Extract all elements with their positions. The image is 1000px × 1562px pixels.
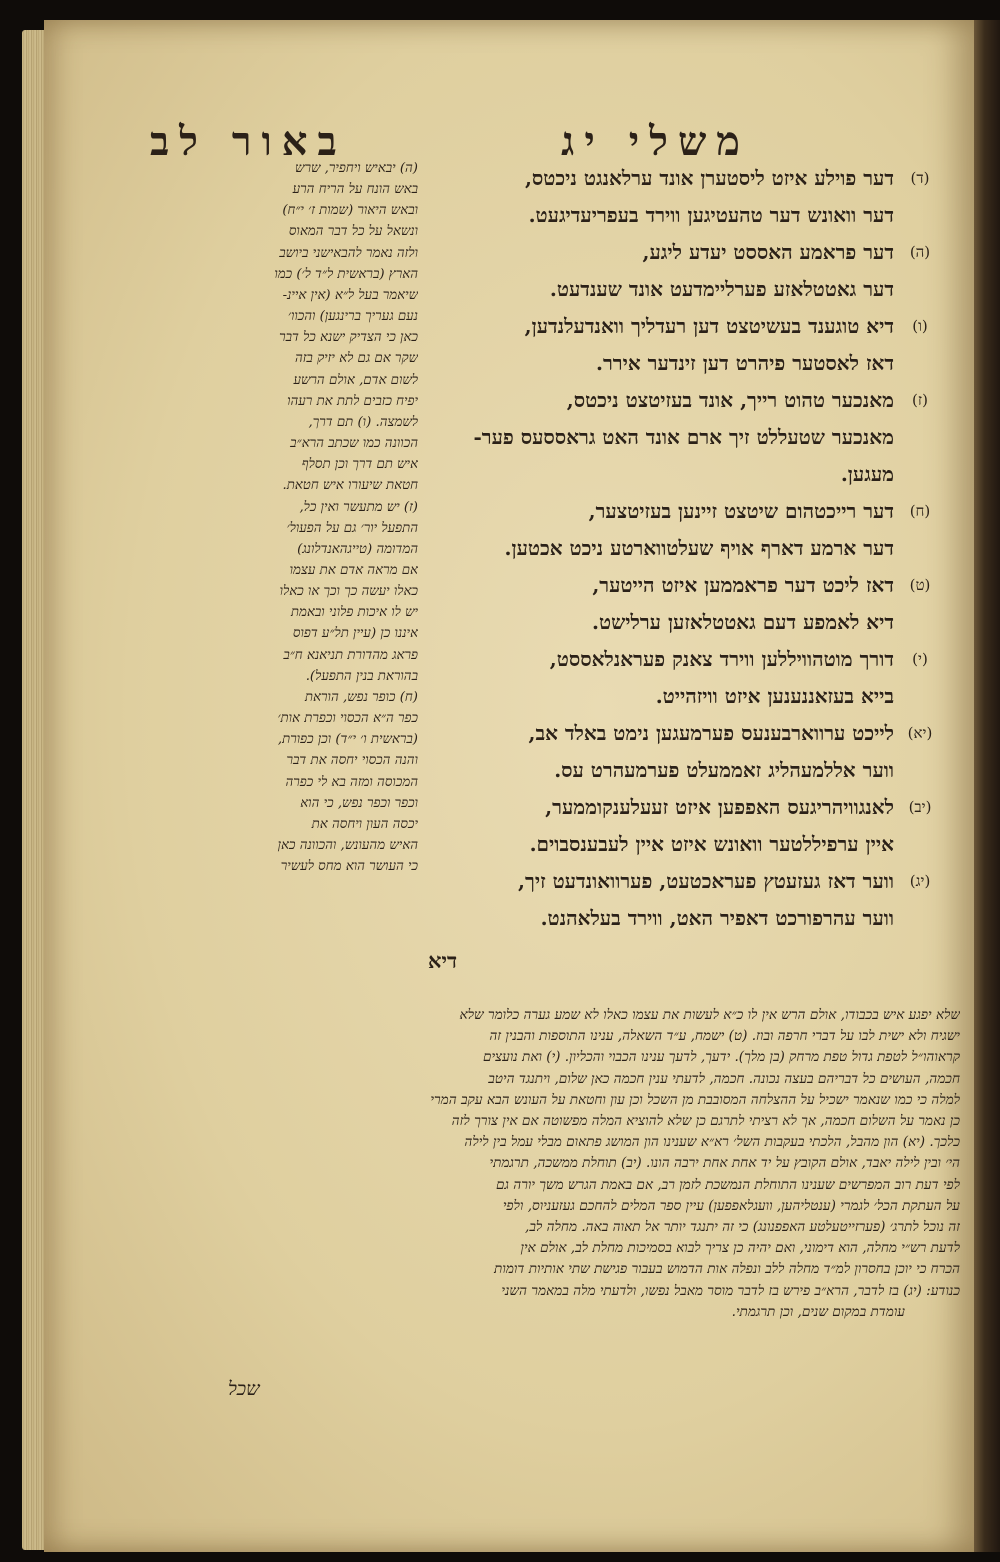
- commentary-line: ובאש היאור (שמות ז׳ י״ח): [282, 203, 418, 219]
- verse-line: [420, 678, 940, 715]
- verse-line: [420, 197, 940, 234]
- commentary-line: (ה) יבאיש ויחפיר, שרש: [295, 161, 418, 176]
- verse-text: דער פוילע איזט ליסטערן אונד ערלאנגט ניכטס,: [524, 166, 894, 190]
- verse-line: [420, 641, 940, 678]
- verse-line: [420, 863, 940, 900]
- verse-line: [420, 271, 940, 308]
- verse-line: [420, 604, 940, 641]
- verse-text: דער רייכטהום שיטצט זיינען בעזיטצער,: [588, 499, 894, 523]
- commentary-line: יש לו איכות פלוני ובאמת: [290, 605, 418, 621]
- verse-line: [420, 826, 940, 863]
- commentary-line: המדומה (טייגהאנדלונג): [297, 541, 418, 557]
- verse-text: ווער דאז געזעטץ פעראכטעט, פערוואונדעט זיך,: [518, 869, 894, 893]
- commentary-line: הארץ (בראשית ל״ד ל׳) כמו: [274, 266, 418, 282]
- commentary-line: יפיח כזבים לתת את רעהו: [287, 393, 418, 409]
- verse-number: (ד): [910, 169, 930, 187]
- verse-text: ווער עהרפורכט דאפיר האט, ווירד בעלאהנט.: [540, 906, 894, 930]
- verse-text: דער וואונש דער טהעטיגען ווירד בעפריעדיגעט.: [528, 203, 894, 227]
- commentary-line: נעם געריך ברינגען) והכוו׳: [287, 309, 418, 325]
- bottom-commentary-line: חכמה, העושים כל דבריהם בעצה נכונה. חכמה, לדעתי ענין חכמה כאן שלום, ויתנגד היטב: [488, 1070, 960, 1087]
- running-head-left: באור לב: [150, 118, 347, 165]
- main-translation-column: [420, 160, 940, 937]
- bottom-commentary-line: הכרח כי יוכן בחסרון למ״ד מחלה ללב ונפלה אות הדמוש בעבור פגישת שתי אותיות דומות: [494, 1261, 960, 1278]
- verse-line: [420, 234, 940, 271]
- commentary-line: איש תם דרך וכן תסלף: [301, 457, 418, 473]
- verse-text: לייכט ערווארבענעס פערמעגען נימט באלד אב,: [528, 721, 894, 745]
- verse-text: דער פראמע האססט יעדע ליגע,: [642, 240, 894, 264]
- verse-line: [420, 160, 940, 197]
- bottom-commentary-line: ישגיח ולא ישית לבו על דברי חרפה ובוז. (ט) ישמח, ע״ד השאלה, ענינו התוספות והבנין זה: [489, 1028, 960, 1045]
- verse-line: [420, 308, 940, 345]
- bottom-commentary-line: על העתקת הכל׳ לגמרי (ענטליהען, וועגלאפפען) עיין ספר המלים להחכם געזעניוס, ולפי: [502, 1197, 960, 1214]
- bottom-commentary-line: קראוהו״ל לטפת גדול טפת מרחק (בן מלך). ידעך, לדעך ענינו הכבוי והכליון. (י) ואת נועצים: [482, 1049, 960, 1066]
- footer-catchword: שכל: [228, 1378, 260, 1400]
- bottom-commentary-line: זה נוכל לתרג׳ (פערזייטעלטע האפפנונג) כי זה יתנגד יותר אל תאוה באה. מחלה לב,: [525, 1219, 960, 1236]
- verse-text: דורך מוטהוויללען ווירד צאנק פעראנלאססט,: [549, 647, 894, 671]
- verse-text: מאנכער שטעללט זיך ארם אונד האט גראססעס פער-: [473, 425, 894, 449]
- verse-line: [420, 789, 940, 826]
- verse-text: בייא בעזאננענען איזט וויזהייט.: [655, 684, 894, 708]
- commentary-line: כי העושר הוא מחס לעשיר: [280, 859, 418, 875]
- verse-number: (ח): [909, 502, 931, 520]
- verse-text: מעגען.: [840, 462, 894, 486]
- commentary-line: התפעל יור׳ גם על הפעול׳: [286, 520, 418, 536]
- bottom-commentary-line: הי׳ ובין לילה יאבד, אולם הקובץ על יד אחת אחת ירבה הונו. (יב) תוחלת ממשכה, תרגמתי: [489, 1155, 960, 1172]
- verse-text: דיא לאמפע דעם גאטטלאזען ערלישט.: [592, 610, 894, 634]
- bottom-commentary-line: כלכך. (יא) הון מהבל, הלכתי בעקבות השל׳ רא״א שענינו הון המושג פתאום מבלי עמל בין לילה: [464, 1134, 960, 1151]
- commentary-line: באש הונח על הריח הרע: [292, 182, 418, 198]
- verse-line: [420, 493, 940, 530]
- commentary-line: ונשאל על כל דבר המאוס: [288, 224, 418, 240]
- commentary-line: בהוראת בנין התפעל).: [305, 668, 418, 684]
- commentary-line: (ז) יש מתעשר ואין כל,: [299, 499, 418, 515]
- bottom-commentary-line: כן נאמר על השלום חכמה, אך לא רציתי לתרגם כן שלא להוציא המלה מפשוטה אם אין צורך לזה: [451, 1113, 960, 1130]
- verse-text: ווער אללמעהליג זאממעלט פערמעהרט עס.: [554, 758, 894, 782]
- commentary-line: ולזה נאמר להבאישני ביושב: [279, 245, 418, 261]
- commentary-column: [190, 158, 418, 877]
- bottom-commentary-line: לדעת רש״י מחלה, הוא דימוני, ואם יהיה כן צריך לבוא בסמיכות מחלת לב, אולם אין: [520, 1240, 960, 1257]
- verse-text: דאז ליכט דער פראממען איזט הייטער,: [592, 573, 894, 597]
- verse-line: [420, 752, 940, 789]
- commentary-line: חטאת שיעורו איש חטאת.: [282, 478, 418, 494]
- verse-line: [420, 419, 940, 456]
- commentary-line: (בראשית ו׳ י״ד) וכן כפורת,: [277, 732, 418, 748]
- bottom-commentary-line: למלה כי כמו שנאמר ישכיל על ההצלחה המסובבת מן השכל וכן עון וחטאת על העונש הבא עקב המרי: [430, 1091, 960, 1108]
- verse-line: [420, 900, 940, 937]
- commentary-line: כאלו יעשה כך וכך או כאלו: [279, 584, 418, 600]
- commentary-line: לשמצה. (ו) תם דרך,: [308, 414, 418, 430]
- commentary-line: והנה הכסוי יחסה את דבר: [286, 753, 418, 769]
- verse-line: [420, 456, 940, 493]
- verse-number: (ט): [909, 576, 931, 594]
- verse-text: דער גאטטלאזע פערליימדעט אונד שענדעט.: [549, 277, 894, 301]
- verse-number: (יא): [907, 724, 933, 742]
- commentary-line: המכוסה ומזה בא לי כפרה: [285, 774, 418, 790]
- commentary-line: שיאמר בעל ל״א (אין איינ-: [282, 287, 418, 303]
- bottom-commentary-line: לפי דעת רוב המפרשים שענינו התוחלת הנמשכת לזמן רב, אם באמת הגרש משך יורה גם: [495, 1176, 960, 1193]
- commentary-line: כפר ה״א הכסוי וכפרת אות׳: [277, 711, 418, 727]
- commentary-line: פראג מהדורת תניאנא ח״ב: [283, 647, 418, 663]
- verse-line: [420, 567, 940, 604]
- commentary-line: שקר אם גם לא יזיק בזה: [294, 351, 418, 367]
- verse-text: מאנכער טהוט רייך, אונד בעזיטצט ניכטס,: [566, 388, 894, 412]
- commentary-line: איננו כן (עיין תל״ע דפוס: [292, 626, 418, 642]
- commentary-line: כאן כי הצדיק ישנא כל דבר: [279, 330, 418, 346]
- verse-number: (ז): [912, 391, 928, 409]
- commentary-line: (ח) כופר נפש, הוראת: [304, 689, 418, 705]
- commentary-line: יכסה העון ויחסה את: [311, 816, 418, 832]
- verse-text: דאז לאסטער פיהרט דען זינדער אירר.: [596, 351, 894, 375]
- verse-text: דיא טוגענד בעשיטצט דען רעדליך וואנדעלנדען,: [524, 314, 894, 338]
- verse-line: [420, 382, 940, 419]
- bottom-commentary-line: עומדת במקום שנים, וכן תרגמתי.: [731, 1303, 905, 1320]
- bottom-commentary: [190, 1005, 960, 1323]
- bottom-commentary-line: שלא יפגע איש בכבודו, אולם הרש אין לו כ״א לעשות את עצמו כאלו לא שמע גערה כלומר שלא: [459, 1007, 960, 1023]
- commentary-line: וכפר וכפר נפש, כי הוא: [300, 795, 418, 811]
- verse-number: (י): [912, 650, 928, 668]
- verse-number: (ה): [909, 243, 931, 261]
- commentary-line: הכוונה כמו שכתב הרא״ב: [290, 436, 418, 452]
- catchword: דיא: [428, 948, 458, 973]
- verse-line: [420, 530, 940, 567]
- commentary-line: אם מראה אדם את עצמו: [289, 562, 418, 578]
- verse-number: (יג): [909, 872, 931, 890]
- verse-number: (יב): [908, 798, 932, 816]
- running-head-right: משלי יג: [561, 118, 750, 165]
- verse-text: לאנגוויהריגעס האפפען איזט זעעלענקוממער,: [545, 795, 894, 819]
- book-binding: [974, 20, 1000, 1552]
- commentary-line: לשום אדם, אולם הרשע: [293, 372, 418, 388]
- bottom-commentary-line: כנודע: (יג) בז לדבר, הרא״ב פירש בז לדבר מוסר מאבל נפשו, ולדעתי מלה במאמר השני: [501, 1282, 960, 1299]
- verse-number: (ו): [912, 317, 928, 335]
- verse-line: [420, 715, 940, 752]
- verse-text: איין ערפיללטער וואונש איזט איין לעבענסבוים.: [529, 832, 894, 856]
- verse-text: דער ארמע דארף אויף שעלטווארטע ניכט אכטען.: [504, 536, 894, 560]
- verse-line: [420, 345, 940, 382]
- commentary-line: האיש מהעונש, והכוונה כאן: [277, 838, 418, 853]
